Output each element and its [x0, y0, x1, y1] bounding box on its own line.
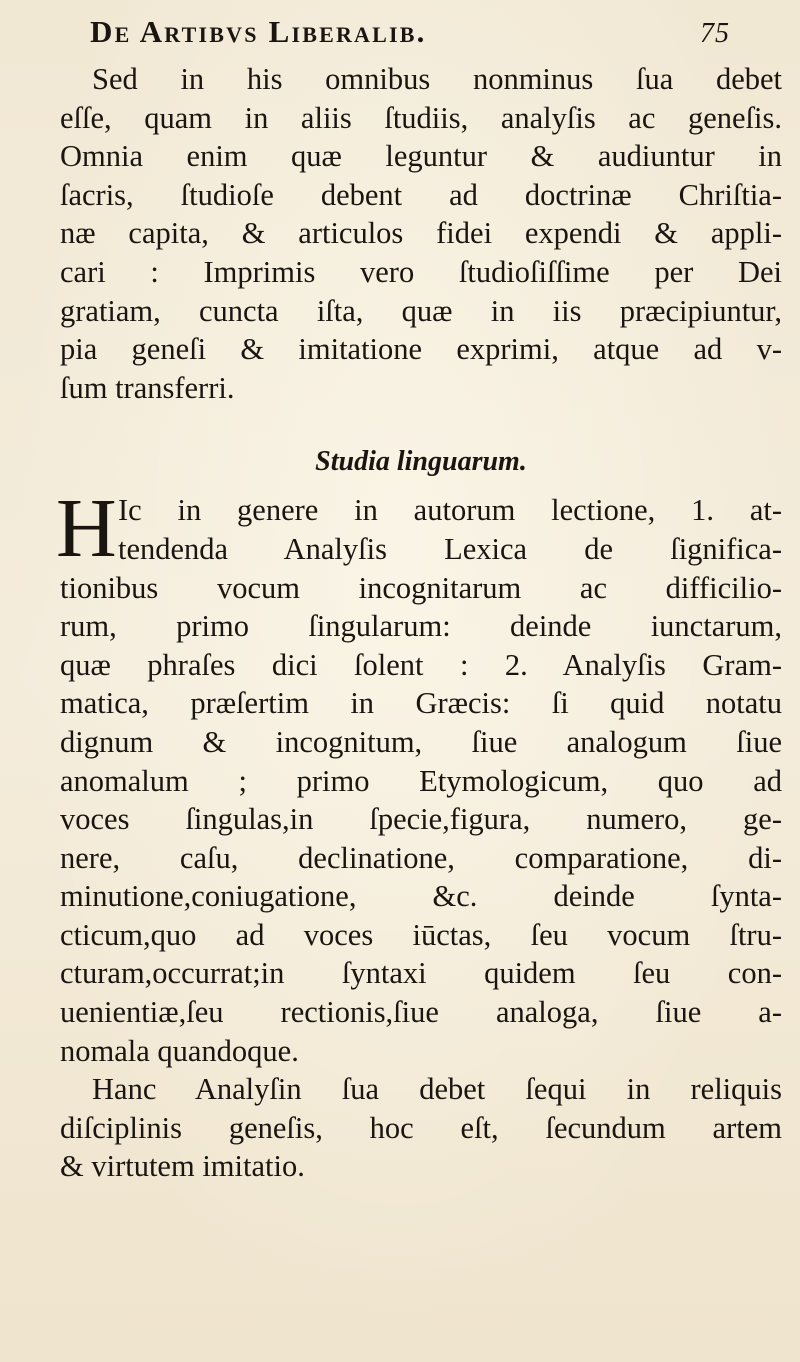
- text-line: matica, præſertim in Græcis: ſi quid notatu: [60, 686, 782, 721]
- text-line: cticum,quo ad voces iūctas, ſeu vocum ſtru-: [60, 917, 782, 952]
- running-header: [90, 14, 730, 58]
- paragraph-3: [60, 1070, 782, 1186]
- text-line: anomalum ; primo Etymologicum, quo ad: [60, 763, 782, 798]
- text-line: dignum & incognitum, ſiue analogum ſiue: [60, 724, 782, 759]
- section-heading: Studia linguarum.: [315, 446, 527, 478]
- text-line: tionibus vocum incognitarum ac difficilio-: [60, 570, 782, 605]
- paragraph-1: [60, 60, 782, 407]
- paragraph-2: [56, 482, 782, 1070]
- text-line: cturam,occurrat;in ſyntaxi quidem ſeu con-: [60, 956, 782, 991]
- text-line: diſciplinis geneſis, hoc eſt, ſecundum artem: [60, 1110, 782, 1145]
- text-line: rum, primo ſingularum: deinde iunctarum,: [60, 609, 782, 644]
- text-line: Hanc Analyſin ſua debet ſequi in reliquis: [92, 1072, 782, 1107]
- drop-cap: H: [56, 482, 117, 576]
- text-line: uenientiæ,ſeu rectionis,ſiue analoga, ſiue a-: [60, 995, 782, 1030]
- text-line: Omnia enim quæ leguntur & audiuntur in: [60, 139, 782, 174]
- text-line: gratiam, cuncta iſta, quæ in iis præcipiuntur,: [60, 293, 782, 328]
- text-line: Sed in his omnibus nonminus ſua debet: [92, 62, 782, 96]
- text-line: eſſe, quam in aliis ſtudiis, analyſis ac geneſis.: [60, 100, 782, 135]
- text-line: quæ phraſes dici ſolent : 2. Analyſis Gram-: [60, 647, 782, 682]
- page-number: 75: [700, 18, 730, 49]
- text-line: pia geneſi & imitatione exprimi, atque ad v-: [60, 332, 782, 367]
- text-line: ſum transferri.: [60, 370, 235, 405]
- running-title: De Artibvs Liberalib.: [90, 14, 427, 49]
- text-line: nere, caſu, declinatione, comparatione, di-: [60, 840, 782, 875]
- text-line: nomala quandoque.: [60, 1033, 299, 1068]
- text-line: & virtutem imitatio.: [60, 1149, 305, 1184]
- text-line: cari : Imprimis vero ſtudioſiſſime per Dei: [60, 254, 782, 289]
- text-line: minutione,coniugatione, &c. deinde ſynta-: [60, 879, 782, 914]
- text-line: næ capita, & articulos fidei expendi & appli-: [60, 216, 782, 251]
- text-line: Ic in genere in autorum lectione, 1. at-: [118, 493, 782, 528]
- text-body: [56, 60, 782, 1186]
- text-line: voces ſingulas,in ſpecie,figura, numero, ge-: [60, 802, 782, 837]
- text-line: tendenda Analyſis Lexica de ſignifica-: [118, 531, 782, 566]
- text-line: ſacris, ſtudioſe debent ad doctrinæ Chriſtia-: [60, 177, 782, 212]
